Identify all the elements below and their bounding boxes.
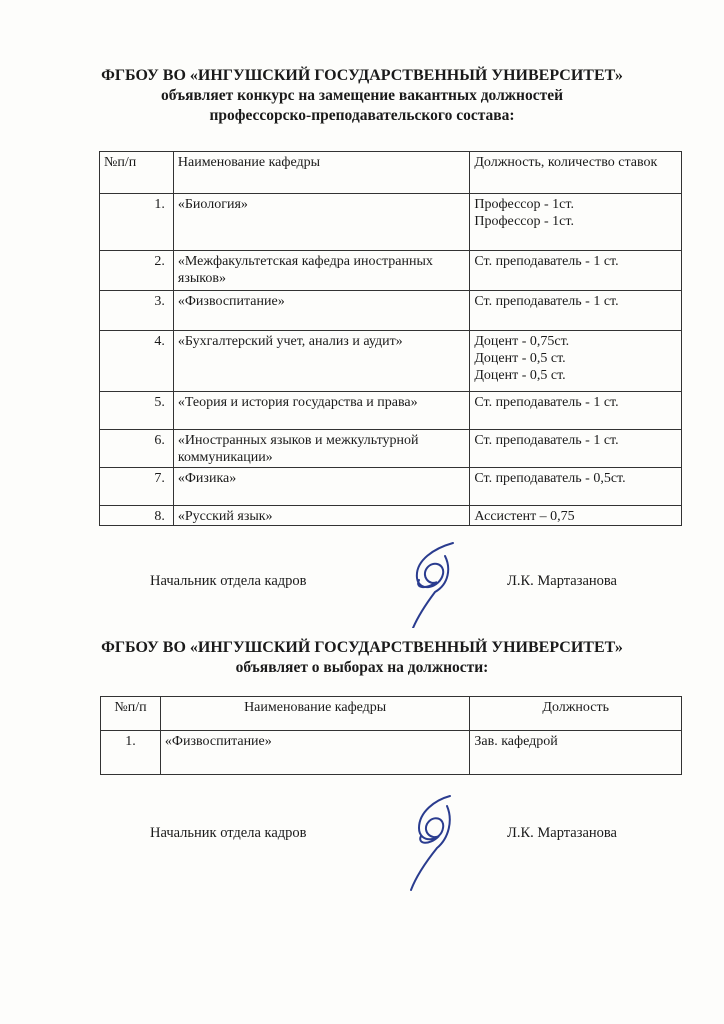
signature1-role: Начальник отдела кадров (150, 573, 307, 589)
table-row: 2. «Межфакультетская кафедра иностранных языков» Ст. преподаватель - 1 ст. (100, 251, 682, 291)
announcement2-title: ФГБОУ ВО «ИНГУШСКИЙ ГОСУДАРСТВЕННЫЙ УНИВЕРСИТЕТ» (101, 639, 623, 656)
header-position: Должность (470, 697, 682, 731)
header-dept: Наименование кафедры (160, 697, 469, 731)
header-dept: Наименование кафедры (173, 152, 469, 194)
table-row: 1. «Биология» Профессор - 1ст. Профессор - 1ст. (100, 194, 682, 251)
table-row: 5. «Теория и история государства и права» Ст. преподаватель - 1 ст. (100, 392, 682, 430)
header-position: Должность, количество ставок (470, 152, 682, 194)
announcement1-heading (0, 66, 724, 126)
announcement1-subtitle-line2: профессорско-преподавательского состава: (209, 107, 515, 124)
table-row: 3. «Физвоспитание» Ст. преподаватель - 1 ст. (100, 291, 682, 331)
signature1-name: Л.К. Мартазанова (507, 573, 617, 589)
signature2-mark-icon (395, 792, 475, 892)
elections-table (100, 696, 682, 775)
header-num: №п/п (100, 152, 174, 194)
vacancies-table (99, 151, 682, 526)
announcement1-subtitle-line1: объявляет конкурс на замещение вакантных должностей (160, 87, 564, 104)
table-header-row (101, 697, 682, 731)
announcement2-heading (0, 638, 724, 678)
announcement1-title: ФГБОУ ВО «ИНГУШСКИЙ ГОСУДАРСТВЕННЫЙ УНИВЕРСИТЕТ» (101, 67, 623, 84)
table-row: 6. «Иностранных языков и межкультурной коммуникации» Ст. преподаватель - 1 ст. (100, 430, 682, 468)
header-num: №п/п (101, 697, 161, 731)
signature2-role: Начальник отдела кадров (150, 825, 307, 841)
announcement2-subtitle: объявляет о выборах на должности: (235, 659, 489, 676)
signature2-name: Л.К. Мартазанова (507, 825, 617, 841)
table-row: 1. «Физвоспитание» Зав. кафедрой (101, 731, 682, 775)
table-row: 4. «Бухгалтерский учет, анализ и аудит» Доцент - 0,75ст. Доцент - 0,5 ст. Доцент - 0,5 ст. (100, 331, 682, 392)
signature1-mark-icon (395, 538, 475, 628)
table-header-row (100, 152, 682, 194)
table-row: 8. «Русский язык» Ассистент – 0,75 (100, 506, 682, 526)
table-row: 7. «Физика» Ст. преподаватель - 0,5ст. (100, 468, 682, 506)
